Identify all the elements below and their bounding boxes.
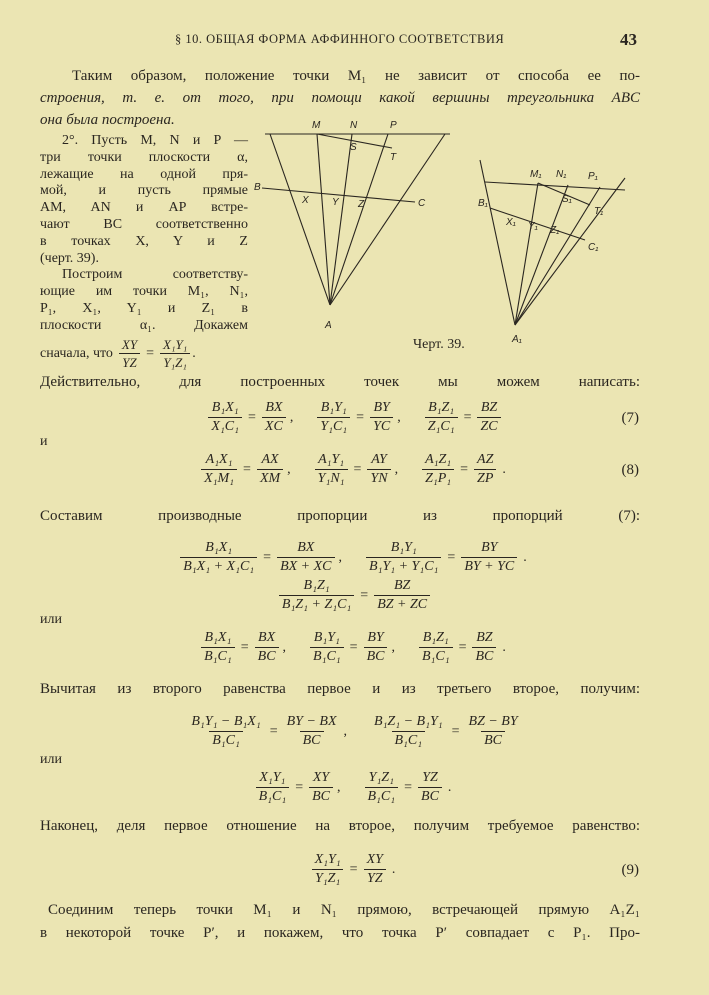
paragraph: Действительно, для построенных точек мы можем написать:: [40, 374, 640, 390]
numerator: A₁X₁: [205, 452, 233, 467]
separator: ,: [343, 723, 348, 739]
column-line: Построим соответству-: [62, 267, 248, 283]
fraction: [366, 540, 441, 575]
numerator: AY: [371, 452, 387, 467]
separator: ,: [337, 779, 341, 795]
denominator: Z₁P₁: [422, 469, 454, 487]
operator: =: [248, 409, 256, 425]
numerator: B₁X₁: [205, 540, 233, 555]
numerator: BZ: [393, 578, 411, 593]
numerator: X₁Y₁: [163, 337, 188, 352]
operator: =: [447, 549, 456, 565]
numerator: BX: [265, 400, 283, 415]
denominator: ZP: [474, 469, 496, 487]
denominator: BC: [300, 731, 324, 749]
numerator: BY: [481, 540, 498, 555]
equation-eq-diff: [0, 714, 709, 749]
denominator: B₁C₁: [201, 647, 235, 665]
denominator: BC: [472, 647, 496, 665]
fraction: [160, 337, 190, 370]
fraction: [256, 770, 290, 805]
operator: =: [463, 409, 472, 425]
denominator: B₁C₁: [419, 647, 453, 665]
intro-line: строения, т. е. от того, при помощи какой вершины треугольника ABC: [40, 90, 640, 106]
period: .: [192, 346, 196, 361]
numerator: X₁Y₁: [259, 770, 286, 785]
denominator: BC: [481, 731, 505, 749]
denominator: YN: [367, 469, 390, 487]
fraction: [119, 337, 140, 370]
denominator: B₁Y₁ + Y₁C₁: [366, 557, 441, 575]
operator: =: [353, 461, 362, 477]
label-P: P: [390, 120, 397, 131]
operator: =: [263, 549, 272, 565]
fraction: [284, 714, 340, 749]
fraction: [309, 770, 333, 805]
fraction: [255, 630, 279, 665]
column-line: лежащие на одной пря-: [40, 166, 248, 182]
fraction: [371, 714, 446, 749]
numerator: BY: [367, 630, 384, 645]
intro-line: она была построена.: [40, 112, 175, 128]
label-M: M: [312, 120, 321, 131]
equation-eq-derived-3: [0, 630, 709, 665]
numerator: YZ: [422, 770, 438, 785]
column-line: мой, и пусть прямые: [40, 183, 248, 199]
label-P1: P₁: [588, 171, 598, 182]
label-Y: Y: [332, 197, 339, 208]
denominator: B₁C₁: [310, 647, 344, 665]
operator: =: [460, 461, 469, 477]
page-number: 43: [620, 30, 637, 49]
label-C: C: [418, 198, 426, 209]
label-B1: B₁: [478, 198, 488, 209]
denominator: BC: [364, 647, 388, 665]
separator: ,: [397, 409, 401, 425]
denominator: Y₁Z₁: [160, 353, 190, 370]
label-S: S: [350, 142, 357, 153]
label-S1: S₁: [562, 194, 572, 205]
numerator: B₁Z₁: [303, 578, 330, 593]
column-line: P₁, X₁, Y₁ и Z₁ в: [40, 301, 248, 316]
label-Z: Z: [358, 199, 365, 210]
paragraph-line: Соединим теперь точки M₁ и N₁ прямою, встречающей прямую A₁Z₁: [48, 902, 640, 918]
column-line: AM, AN и AP встре-: [40, 200, 248, 216]
numerator: X₁Y₁: [314, 852, 341, 867]
numerator: XY: [121, 337, 138, 352]
right-triangle-diagram: [480, 160, 625, 325]
equation-eq-derived-1: [0, 540, 709, 575]
fraction: [257, 452, 283, 487]
paragraph: Наконец, деля первое отношение на второе, получим требуемое равенство:: [40, 818, 640, 834]
numerator: B₁Z₁: [422, 630, 449, 645]
operator: .: [523, 549, 527, 565]
label-N1: N₁: [556, 169, 567, 180]
claim-line: сначала, что $\frac{XY}{YZ}$ = $\frac{\text{X₁Y₁}}{\text{Y₁Z₁}}$ .: [40, 337, 196, 370]
separator: ,: [394, 461, 399, 477]
running-header: § 10. ОБЩАЯ ФОРМА АФФИННОГО СООТВЕТСТВИЯ: [175, 32, 505, 46]
label-B: B: [254, 182, 261, 193]
denominator: B₁C₁: [392, 731, 426, 749]
denominator: XC: [262, 417, 286, 435]
intro-line: Таким образом, положение точки M₁ не зависит от способа ее по-: [72, 68, 640, 84]
separator: ,: [289, 409, 294, 425]
label-Y1: Y₁: [528, 221, 538, 232]
numerator: BZ: [476, 630, 493, 645]
fraction: [477, 400, 500, 435]
fraction: [277, 540, 334, 575]
operator: =: [458, 639, 467, 655]
denominator: B₁X₁ + X₁C₁: [180, 557, 257, 575]
operator: =: [356, 409, 365, 425]
operator: =: [243, 461, 251, 477]
column-line: чают BC соответственно: [40, 217, 248, 232]
denominator: BX + XC: [277, 557, 334, 575]
operator: .: [391, 861, 396, 877]
denominator: YZ: [364, 869, 386, 887]
denominator: Z₁C₁: [425, 417, 458, 435]
denominator: Y₁Z₁: [312, 869, 343, 887]
conjunction: или: [40, 752, 62, 767]
denominator: Y₁C₁: [317, 417, 350, 435]
numerator: B₁Y₁: [390, 540, 417, 555]
fraction: [474, 452, 496, 487]
fraction: [419, 630, 453, 665]
numerator: B₁Z₁: [428, 400, 455, 415]
equation-eq-derived-2: [0, 578, 709, 613]
numerator: AX: [261, 452, 279, 467]
operator: =: [404, 779, 413, 795]
figure-caption: Черт. 39.: [413, 337, 465, 352]
numerator: B₁Y₁: [320, 400, 347, 415]
fraction: [461, 540, 517, 575]
label-M1: M₁: [530, 169, 542, 180]
operator: =: [240, 639, 249, 655]
numerator: B₁Y₁ − B₁X₁: [191, 714, 261, 729]
column-line: в точках X, Y и Z: [40, 233, 248, 249]
equation-eq9: [0, 852, 709, 887]
fraction: [317, 400, 350, 435]
denominator: BY + YC: [461, 557, 517, 575]
label-N: N: [350, 120, 358, 131]
denominator: B₁Z₁ + Z₁C₁: [279, 595, 354, 613]
fraction: [418, 770, 442, 805]
paragraph-line: в некоторой точке P′, и покажем, что точка P′ совпадает с P₁. Про-: [40, 925, 640, 941]
fraction: [312, 852, 344, 887]
claim-prefix: сначала, что: [40, 346, 113, 361]
denominator: XM: [257, 469, 283, 487]
left-triangle-diagram: [262, 134, 450, 305]
numerator: AZ: [477, 452, 494, 467]
fraction: [279, 578, 354, 613]
numerator: XY: [312, 770, 330, 785]
operator: =: [349, 861, 358, 877]
numerator: B₁Y₁: [313, 630, 340, 645]
denominator: B₁C₁: [365, 787, 399, 805]
operator: .: [502, 639, 506, 655]
fraction: [364, 852, 386, 887]
operator: .: [447, 779, 452, 795]
fraction: [262, 400, 286, 435]
denominator: YZ: [119, 353, 139, 370]
paragraph: Составим производные пропорции из пропорций (7):: [40, 508, 640, 524]
numerator: XY: [366, 852, 383, 867]
numerator: B₁X₁: [211, 400, 239, 415]
numerator: BY: [373, 400, 390, 415]
denominator: BC: [255, 647, 279, 665]
equation-number: (8): [621, 461, 639, 478]
denominator: BC: [418, 787, 442, 805]
label-T: T: [390, 152, 397, 163]
column-line: 2°. Пусть M, N и P —: [62, 133, 248, 148]
separator: ,: [287, 461, 291, 477]
denominator: Y₁N₁: [315, 469, 348, 487]
label-X1: X₁: [506, 217, 516, 228]
operator: =: [269, 723, 278, 739]
denominator: ZC: [477, 417, 500, 435]
fraction: [370, 400, 393, 435]
numerator: BY − BX: [286, 714, 337, 729]
denominator: X₁M₁: [201, 469, 237, 487]
label-A1: A₁: [512, 334, 522, 345]
column-line: ющие им точки M₁, N₁,: [40, 284, 248, 300]
denominator: B₁C₁: [209, 731, 243, 749]
fraction: [422, 452, 454, 487]
operator: .: [502, 461, 506, 477]
numerator: B₁X₁: [204, 630, 232, 645]
equation-eq-diff-2: [0, 770, 709, 805]
label-C1: C₁: [588, 242, 599, 253]
fraction: [201, 630, 235, 665]
equation-number: (7): [621, 409, 639, 426]
denominator: BZ + ZC: [374, 595, 430, 613]
fraction: [425, 400, 458, 435]
fraction: [201, 452, 237, 487]
fraction: [374, 578, 430, 613]
operator: =: [295, 779, 304, 795]
numerator: BX: [258, 630, 276, 645]
operator: =: [360, 587, 369, 603]
fraction: [365, 770, 399, 805]
fraction: [180, 540, 257, 575]
fraction: [472, 630, 496, 665]
column-line: плоскости α₁. Докажем: [40, 317, 248, 333]
equation-number: (9): [621, 861, 639, 878]
column-line: (черт. 39).: [40, 250, 99, 266]
numerator: BX: [297, 540, 315, 555]
label-Z1: Z₁: [550, 225, 560, 236]
separator: ,: [391, 639, 395, 655]
denominator: BC: [309, 787, 333, 805]
label-X: X: [302, 195, 309, 206]
operator: =: [451, 723, 460, 739]
numerator: B₁Z₁ − B₁Y₁: [374, 714, 443, 729]
paragraph: Вычитая из второго равенства первое и из третьего второе, получим:: [40, 681, 640, 697]
numerator: BZ: [480, 400, 498, 415]
fraction: [364, 630, 388, 665]
label-T1: T₁: [594, 206, 604, 217]
figure-39: [250, 110, 670, 350]
column-line: три точки плоскости α,: [40, 149, 248, 165]
equation-eq8: [0, 452, 709, 487]
fraction: [310, 630, 344, 665]
equation-eq7: [0, 400, 709, 435]
separator: ,: [282, 639, 287, 655]
fraction: [466, 714, 521, 749]
conjunction: или: [40, 612, 62, 627]
numerator: A₁Y₁: [318, 452, 345, 467]
numerator: A₁Z₁: [425, 452, 452, 467]
denominator: B₁C₁: [256, 787, 290, 805]
conjunction: и: [40, 434, 48, 449]
numerator: BZ − BY: [468, 714, 518, 729]
fraction: [315, 452, 348, 487]
operator: =: [349, 639, 358, 655]
fraction: [208, 400, 242, 435]
label-A: A: [325, 320, 332, 331]
denominator: X₁C₁: [208, 417, 242, 435]
numerator: Y₁Z₁: [368, 770, 394, 785]
denominator: YC: [370, 417, 393, 435]
separator: ,: [338, 549, 343, 565]
fraction: [188, 714, 263, 749]
fraction: [367, 452, 390, 487]
